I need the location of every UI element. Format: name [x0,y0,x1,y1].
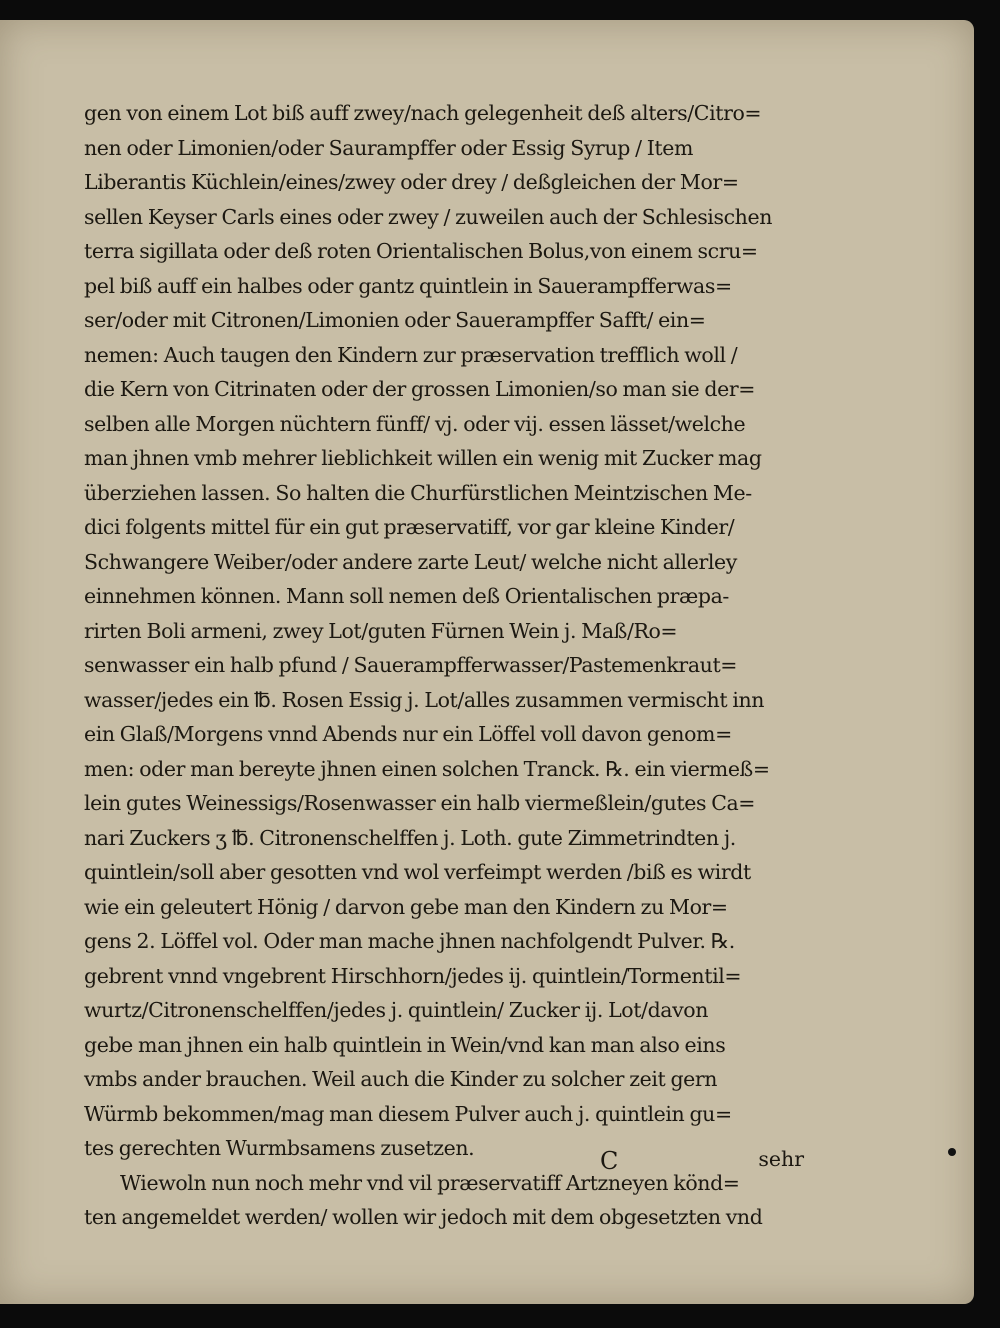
text-line: gen von einem Lot biß auff zwey/nach gelegenheit deß alters/Citro= [84,101,762,125]
text-line: ser/oder mit Citronen/Limonien oder Sauerampffer Safft/ ein= [84,308,706,332]
text-line: Schwangere Weiber/oder andere zarte Leut/ welche nicht allerley [84,549,737,574]
catchword: sehr [758,1147,804,1171]
text-line: vmbs ander brauchen. Weil auch die Kinder zu solcher zeit gern [84,1067,718,1091]
text-line: lein gutes Weinessigs/Rosenwasser ein halb viermeßlein/gutes Ca= [84,791,756,815]
text-line: sellen Keyser Carls eines oder zwey / zuweilen auch der Schlesischen [84,204,773,229]
text-line: die Kern von Citrinaten oder der grossen Limonien/so man sie der= [84,377,756,401]
text-line: ein Glaß/Morgens vnnd Abends nur ein Löffel voll davon genom= [84,722,732,746]
page-footer [84,1147,804,1181]
text-line: nemen: Auch taugen den Kindern zur præservation trefflich woll / [84,342,738,367]
text-line: rirten Boli armeni, zwey Lot/guten Fürnen Wein j. Maß/Ro= [84,618,678,643]
text-line: Wiewoln nun noch mehr vnd vil præservatiff Artzneyen könd= [120,1170,740,1195]
text-line: dici folgents mittel für ein gut præservatiff, vor gar kleine Kinder/ [84,515,735,539]
text-line: gebe man jhnen ein halb quintlein in Wein/vnd kan man also eins [84,1032,726,1057]
text-line: pel biß auff ein halbes oder gantz quintlein in Sauerampfferwas= [84,273,732,298]
text-line: terra sigillata oder deß roten Orientalischen Bolus,von einem scru= [84,239,758,263]
ink-dot [948,1148,956,1156]
text-line: ten angemeldet werden/ wollen wir jedoch mit dem obgesetzten vnd [84,1205,763,1229]
book-page [0,20,974,1304]
text-line: tes gerechten Wurmbsamens zusetzen. [84,1136,475,1160]
text-line: gebrent vnnd vngebrent Hirschhorn/jedes ij. quintlein/Tormentil= [84,963,742,988]
text-line: quintlein/soll aber gesotten vnd wol verfeimpt werden /biß es wirdt [84,860,751,884]
text-line: Liberantis Küchlein/eines/zwey oder drey / deßgleichen der Mor= [84,170,739,194]
text-line: einnehmen können. Mann soll nemen deß Orientalischen præpa- [84,584,729,608]
text-line: selben alle Morgen nüchtern fünff/ vj. oder vij. essen lässet/welche [84,411,746,436]
text-line: wie ein geleutert Hönig / darvon gebe man den Kindern zu Mor= [84,894,728,919]
signature-mark: C [600,1147,619,1175]
text-line: senwasser ein halb pfund / Sauerampfferwasser/Pastemenkraut= [84,653,738,677]
text-line: wasser/jedes ein ℔. Rosen Essig j. Lot/alles zusammen vermischt inn [84,687,765,712]
text-line: men: oder man bereyte jhnen einen solchen Tranck. ℞. ein viermeß= [84,756,770,781]
text-line: man jhnen vmb mehrer lieblichkeit willen ein wenig mit Zucker mag [84,446,762,470]
text-line: wurtz/Citronenschelffen/jedes j. quintlein/ Zucker ij. Lot/davon [84,998,709,1022]
text-line: nari Zuckers ʒ ℔. Citronenschelffen j. Loth. gute Zimmetrindten j. [84,825,736,850]
body-text [84,96,804,1235]
text-line: überziehen lassen. So halten die Churfürstlichen Meintzischen Me- [84,480,752,505]
text-line: nen oder Limonien/oder Saurampffer oder Essig Syrup / Item [84,135,694,160]
text-line: Würmb bekommen/mag man diesem Pulver auch j. quintlein gu= [84,1101,732,1126]
text-line: gens 2. Löffel vol. Oder man mache jhnen nachfolgendt Pulver. ℞. [84,929,735,953]
